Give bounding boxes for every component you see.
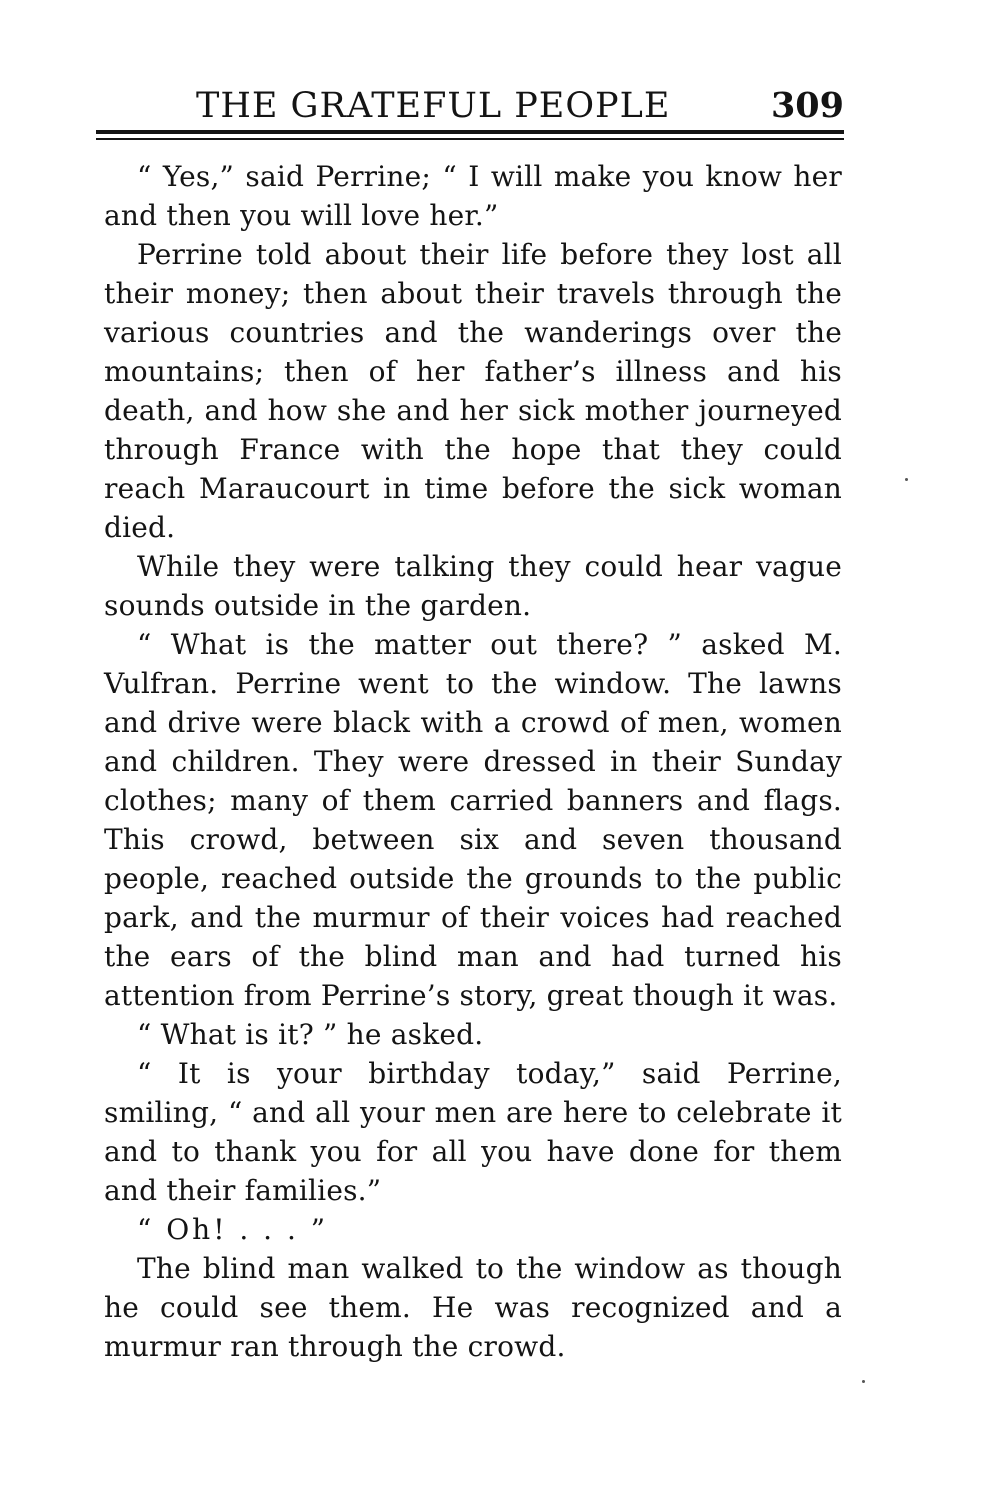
paragraph-6: “ It is your birthday today,” said Perrine, smiling, “ and all your men are here to celebrate it and to thank you for all you have done for them and their families.” — [104, 1057, 842, 1207]
print-speck — [905, 478, 908, 481]
paragraph-7: “ Oh! . . . ” — [137, 1213, 329, 1246]
header-rule-thin — [96, 138, 844, 140]
paragraph-3: While they were talking they could hear vague sounds outside in the garden. — [104, 550, 842, 622]
print-speck — [862, 1380, 865, 1383]
running-title: THE GRATEFUL PEOPLE — [196, 86, 671, 126]
paragraph-4: “ What is the matter out there? ” asked M. Vulfran. Perrine went to the window. The lawns and drive were black with a crowd of men, women and children. They were dressed in their Sunday clothes; many of them carried banners and flags. This crowd, between six and seven thousand people, reached outside the grounds to the public park, and the murmur of their voices had reached the ears of the blind man and had turned his attention from Perrine’s story, great though it was. — [104, 628, 842, 1012]
paragraph-5: “ What is it? ” he asked. — [137, 1018, 484, 1051]
body-text — [104, 157, 842, 1366]
page-number: 309 — [770, 85, 844, 126]
running-header — [96, 82, 844, 132]
paragraph-1: “ Yes,” said Perrine; “ I will make you know her and then you will love her.” — [104, 160, 842, 232]
header-rule-thick — [96, 130, 844, 134]
paragraph-2: Perrine told about their life before they lost all their money; then about their travels through the various countries and the wanderings over the mountains; then of her father’s illness and his death, and how she and her sick mother journeyed through France with the hope that they could reach Maraucourt in time before the sick woman died. — [104, 238, 842, 544]
paragraph-8: The blind man walked to the window as though he could see them. He was recognized and a murmur ran through the crowd. — [104, 1252, 842, 1363]
